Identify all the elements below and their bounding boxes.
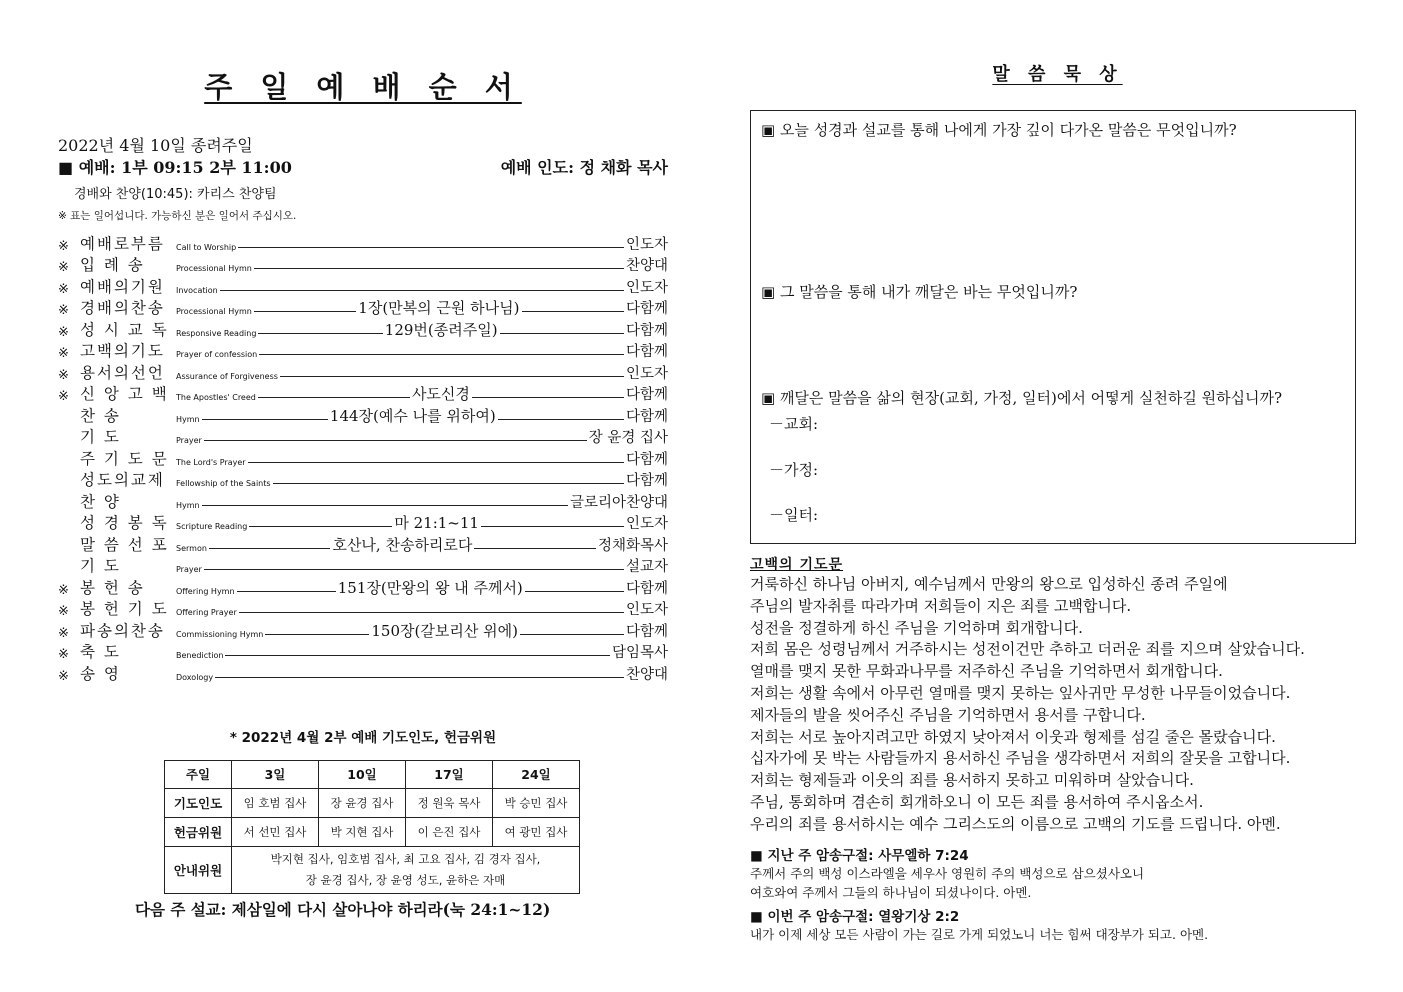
leader-line xyxy=(237,591,336,592)
order-english: Processional Hymn xyxy=(176,264,252,273)
confession-line: 우리의 죄를 용서하시는 예수 그리스도의 이름으로 고백의 기도를 드립니다. 아멘. xyxy=(750,814,1281,833)
order-person: 담임목사 xyxy=(611,645,668,661)
leader-line xyxy=(239,612,624,613)
confession-line: 십자가에 못 박는 사람들까지 용서하신 주님을 생각하면서 저희의 잘못을 고합니다. xyxy=(750,749,1291,768)
leader-line xyxy=(265,634,369,635)
order-english: The Apostles' Creed xyxy=(176,393,256,402)
offering-row xyxy=(165,817,580,846)
question-1: ▣ 오늘 성경과 설교를 통해 나에게 가장 깊이 다가온 말씀은 무엇입니까? xyxy=(761,121,1237,139)
order-name: 성 경 봉 독 xyxy=(80,514,169,532)
prayer-cell: 박 승민 집사 xyxy=(493,788,580,817)
leader-line xyxy=(259,354,624,355)
duty-title: * 2022년 4월 2부 예배 기도인도, 헌금위원 xyxy=(229,729,497,746)
duty-table xyxy=(164,760,580,894)
verse-line: 여호와여 주께서 그들의 하나님이 되셨나이다. 아멘. xyxy=(750,884,1032,900)
order-row xyxy=(58,275,668,297)
service-times-row xyxy=(58,155,668,179)
leader-line xyxy=(202,505,568,506)
order-name: 기 도 xyxy=(80,428,121,446)
order-english: Processional Hymn xyxy=(176,307,252,316)
leader-line xyxy=(520,634,624,635)
offering-cell: 여 광민 집사 xyxy=(493,817,580,846)
order-row xyxy=(58,619,668,641)
order-english: Benediction xyxy=(176,651,224,660)
order-person: 다함께 xyxy=(625,322,669,339)
this-week-heading: ■ 이번 주 암송구절: 열왕기상 2:2 xyxy=(750,908,960,925)
order-name: 경배의찬송 xyxy=(80,299,165,317)
offering-label: 헌금위원 xyxy=(165,817,232,846)
order-english: The Lord's Prayer xyxy=(176,457,246,467)
service-times: ■ 예배: 1부 09:15 2부 11:00 xyxy=(58,158,292,177)
order-name: 입 례 송 xyxy=(80,256,145,274)
leader-line xyxy=(280,376,624,377)
order-name: 축 도 xyxy=(80,643,121,661)
order-row xyxy=(58,598,668,620)
confession-line: 저희는 생활 속에서 아무런 열매를 맺지 못하는 잎사귀만 무성한 나무들이었습니다. xyxy=(750,683,1291,702)
order-person: 다함께 xyxy=(625,580,669,597)
order-name: 송 영 xyxy=(80,664,121,683)
confession-line: 성전을 정결하게 하신 주님을 기억하며 회개합니다. xyxy=(750,618,1083,637)
order-person: 인도자 xyxy=(625,236,668,253)
order-name: 용서의선언 xyxy=(80,363,165,382)
duty-header-cell: 17일 xyxy=(406,760,493,788)
order-english: Hymn xyxy=(176,414,200,424)
leader-line xyxy=(273,483,624,484)
order-name: 예배의기원 xyxy=(80,277,165,296)
leader-line xyxy=(254,268,624,269)
leader-line xyxy=(472,397,624,398)
stand-mark: ※ xyxy=(58,367,69,383)
order-row xyxy=(58,641,668,663)
stand-mark: ※ xyxy=(58,260,69,275)
confession-line: 거룩하신 하나님 아버지, 예수님께서 만왕의 왕으로 입성하신 종려 주일에 xyxy=(750,575,1228,593)
confession-line: 열매를 맺지 못한 무화과나무를 저주하신 주님을 기억하면서 회개합니다. xyxy=(750,662,1223,681)
confession-line: 저희는 형제들과 이웃의 죄를 용서하지 못하고 미워하며 살았습니다. xyxy=(750,771,1194,790)
order-person: 정채화목사 xyxy=(597,537,668,554)
offering-cell: 이 은진 집사 xyxy=(406,817,493,846)
meditation-panel xyxy=(750,60,1365,944)
praise-time: 경배와 찬양(10:45): 카리스 찬양팀 xyxy=(74,187,277,202)
order-english: Scripture Reading xyxy=(176,522,248,531)
standing-note: ※ 표는 일어섭니다. 가능하신 분은 일어서 주십시오. xyxy=(58,210,297,222)
next-sermon: 다음 주 설교: 제삼일에 다시 살아나야 하리라(눅 24:1~12) xyxy=(135,899,551,919)
question-2: ▣ 그 말씀을 통해 내가 깨달은 바는 무엇입니까? xyxy=(761,283,1078,301)
order-english: Prayer of confession xyxy=(176,350,258,359)
order-english: Fellowship of the Saints xyxy=(176,479,271,488)
duty-header-row xyxy=(165,760,580,788)
church-field[interactable]: －교회: xyxy=(769,415,819,433)
order-name: 말 씀 선 포 xyxy=(80,535,169,554)
order-person: 인도자 xyxy=(625,279,668,296)
service-date: 2022년 4월 10일 종려주일 xyxy=(58,136,253,155)
order-row xyxy=(58,662,668,684)
duty-header-cell: 3일 xyxy=(232,760,319,788)
order-detail: 144장(예수 나를 위하여) xyxy=(329,406,496,425)
order-detail: 129번(종려주일) xyxy=(384,320,498,339)
work-field[interactable]: －일터: xyxy=(769,506,819,524)
order-row xyxy=(58,361,668,383)
order-person: 다함께 xyxy=(625,623,669,640)
stand-mark: ※ xyxy=(58,604,69,619)
order-person: 글로리아찬양대 xyxy=(569,494,668,511)
confession-title: 고백의 기도문 xyxy=(750,557,844,573)
prayer-row xyxy=(165,788,580,817)
order-person: 다함께 xyxy=(625,473,668,489)
order-detail: 150장(갈보리산 위에) xyxy=(371,621,518,640)
order-person: 찬양대 xyxy=(625,666,668,683)
order-row xyxy=(58,254,668,276)
leader-line xyxy=(238,247,624,248)
stand-mark: ※ xyxy=(58,647,69,662)
order-detail: 151장(만왕의 왕 내 주께서) xyxy=(337,578,523,597)
order-row xyxy=(58,340,668,362)
offering-cell: 박 지현 집사 xyxy=(319,817,406,846)
order-row xyxy=(58,426,668,448)
order-detail: 사도신경 xyxy=(411,385,470,403)
order-name: 성 시 교 독 xyxy=(80,320,169,339)
duty-header-cell: 24일 xyxy=(493,760,580,788)
stand-mark: ※ xyxy=(58,324,69,340)
order-row xyxy=(58,490,668,512)
order-english: Prayer xyxy=(176,565,202,574)
order-english: Offering Prayer xyxy=(176,608,237,617)
leader-line xyxy=(248,462,624,463)
order-person: 다함께 xyxy=(625,387,669,403)
order-name: 기 도 xyxy=(80,557,121,575)
page-title: 주 일 예 배 순 서 xyxy=(204,70,522,104)
stand-mark: ※ xyxy=(58,238,69,254)
order-detail: 마 21:1~11 xyxy=(394,514,479,532)
order-row xyxy=(58,576,668,598)
verse-line: 주께서 주의 백성 이스라엘을 세우사 영원히 주의 백성으로 삼으셨사오니 xyxy=(750,865,1145,881)
confession-line: 제자들의 발을 씻어주신 주님을 기억하면서 용서를 구합니다. xyxy=(750,705,1146,724)
order-english: Doxology xyxy=(176,672,214,682)
confession-line: 저희는 서로 높아지려고만 하였지 낮아져서 이웃과 형제를 섬길 줄은 몰랐습니다. xyxy=(750,727,1276,746)
order-detail: 1장(만복의 근원 하나님) xyxy=(358,299,520,317)
leader-line xyxy=(498,419,624,420)
worship-leader: 예배 인도: 정 채화 목사 xyxy=(500,158,668,177)
stand-mark: ※ xyxy=(58,582,69,598)
order-person: 다함께 xyxy=(625,344,668,360)
confession-text xyxy=(750,574,1365,836)
order-list xyxy=(58,232,668,684)
order-row xyxy=(58,404,668,426)
prayer-cell: 장 윤경 집사 xyxy=(319,788,406,817)
order-name: 봉 헌 기 도 xyxy=(80,600,169,618)
leader-line xyxy=(209,548,331,549)
order-row xyxy=(58,232,668,254)
leader-line xyxy=(204,440,587,441)
order-name: 신 앙 고 백 xyxy=(80,385,169,403)
order-person: 찬양대 xyxy=(625,258,668,274)
leader-line xyxy=(204,569,624,570)
leader-line xyxy=(481,526,624,527)
order-name: 고백의기도 xyxy=(80,342,165,360)
leader-line xyxy=(258,333,382,334)
confession-line: 주님의 발자취를 따라가며 저희들이 지은 죄를 고백합니다. xyxy=(750,596,1132,615)
leader-line xyxy=(525,591,624,592)
leader-line xyxy=(474,548,596,549)
order-person: 장 윤경 집사 xyxy=(588,430,668,446)
prayer-cell: 정 원욱 목사 xyxy=(406,788,493,817)
prayer-label: 기도인도 xyxy=(165,788,232,817)
guide-row xyxy=(165,846,580,893)
leader-line xyxy=(500,333,624,334)
confession-line: 저희 몸은 성령님께서 거주하시는 성전이건만 추하고 더러운 죄를 지으며 살았습니다. xyxy=(750,640,1305,659)
meditation-box xyxy=(750,110,1356,544)
meditation-title: 말 씀 묵 상 xyxy=(992,64,1123,85)
order-person: 다함께 xyxy=(625,451,668,468)
leader-line xyxy=(225,655,610,656)
order-name: 주 기 도 문 xyxy=(80,449,169,468)
order-row xyxy=(58,512,668,534)
stand-mark: ※ xyxy=(58,303,69,318)
order-detail: 호산나, 찬송하리로다 xyxy=(332,535,473,554)
stand-mark: ※ xyxy=(58,389,69,404)
home-field[interactable]: －가정: xyxy=(769,461,819,479)
leader-line xyxy=(202,419,328,420)
order-row xyxy=(58,447,668,469)
leader-line xyxy=(254,311,356,312)
order-person: 인도자 xyxy=(625,365,668,382)
leader-line xyxy=(249,526,392,527)
worship-order-panel xyxy=(58,60,668,920)
this-week-verse: 내가 이제 세상 모든 사람이 가는 길로 가게 되었노니 너는 힘써 대장부가 되고. 아멘. xyxy=(750,926,1209,942)
order-person: 인도자 xyxy=(625,602,668,618)
order-english: Sermon xyxy=(176,543,207,553)
confession-line: 주님, 통회하며 겸손히 회개하오니 이 모든 죄를 용서하여 주시옵소서. xyxy=(750,792,1204,811)
order-row xyxy=(58,383,668,405)
guide-label: 안내위원 xyxy=(165,846,232,893)
order-row xyxy=(58,533,668,555)
order-english: Prayer xyxy=(176,436,202,445)
leader-line xyxy=(522,311,624,312)
guides-line: 장 윤경 집사, 장 윤영 성도, 윤하은 자매 xyxy=(305,872,506,887)
prayer-cell: 임 호범 집사 xyxy=(232,788,319,817)
order-name: 예배로부름 xyxy=(80,234,165,253)
order-english: Offering Hymn xyxy=(176,586,235,596)
stand-mark: ※ xyxy=(58,668,69,684)
offering-cell: 서 선민 집사 xyxy=(232,817,319,846)
order-person: 다함께 xyxy=(625,408,669,425)
order-english: Hymn xyxy=(176,500,200,510)
order-english: Call to Worship xyxy=(176,242,237,252)
order-person: 인도자 xyxy=(625,516,668,532)
stand-mark: ※ xyxy=(58,281,69,297)
order-row xyxy=(58,297,668,319)
order-row xyxy=(58,318,668,340)
guide-cell xyxy=(232,846,580,893)
order-english: Commissioning Hymn xyxy=(176,629,264,639)
order-person: 설교자 xyxy=(625,559,668,575)
guides-line: 박지현 집사, 임호범 집사, 최 고요 집사, 김 경자 집사, xyxy=(270,851,541,866)
stand-mark: ※ xyxy=(58,625,69,641)
stand-mark: ※ xyxy=(58,346,69,361)
leader-line xyxy=(215,677,624,678)
order-name: 파송의찬송 xyxy=(80,621,165,640)
order-name: 봉 헌 송 xyxy=(80,578,145,597)
order-name: 찬 양 xyxy=(80,492,121,511)
last-week-verse xyxy=(750,864,1365,902)
order-english: Invocation xyxy=(176,285,218,295)
last-week-heading: ■ 지난 주 암송구절: 사무엘하 7:24 xyxy=(750,847,969,864)
order-row xyxy=(58,469,668,491)
duty-header-cell: 주일 xyxy=(165,760,232,788)
order-english: Responsive Reading xyxy=(176,328,257,338)
question-3: ▣ 깨달은 말씀을 삶의 현장(교회, 가정, 일터)에서 어떻게 실천하길 원하십니까? xyxy=(761,389,1283,407)
order-name: 성도의교제 xyxy=(80,471,165,489)
leader-line xyxy=(220,290,624,291)
order-row xyxy=(58,555,668,577)
order-english: Assurance of Forgiveness xyxy=(176,371,278,381)
order-person: 다함께 xyxy=(625,301,668,317)
order-name: 찬 송 xyxy=(80,406,121,425)
leader-line xyxy=(258,397,410,398)
duty-header-cell: 10일 xyxy=(319,760,406,788)
